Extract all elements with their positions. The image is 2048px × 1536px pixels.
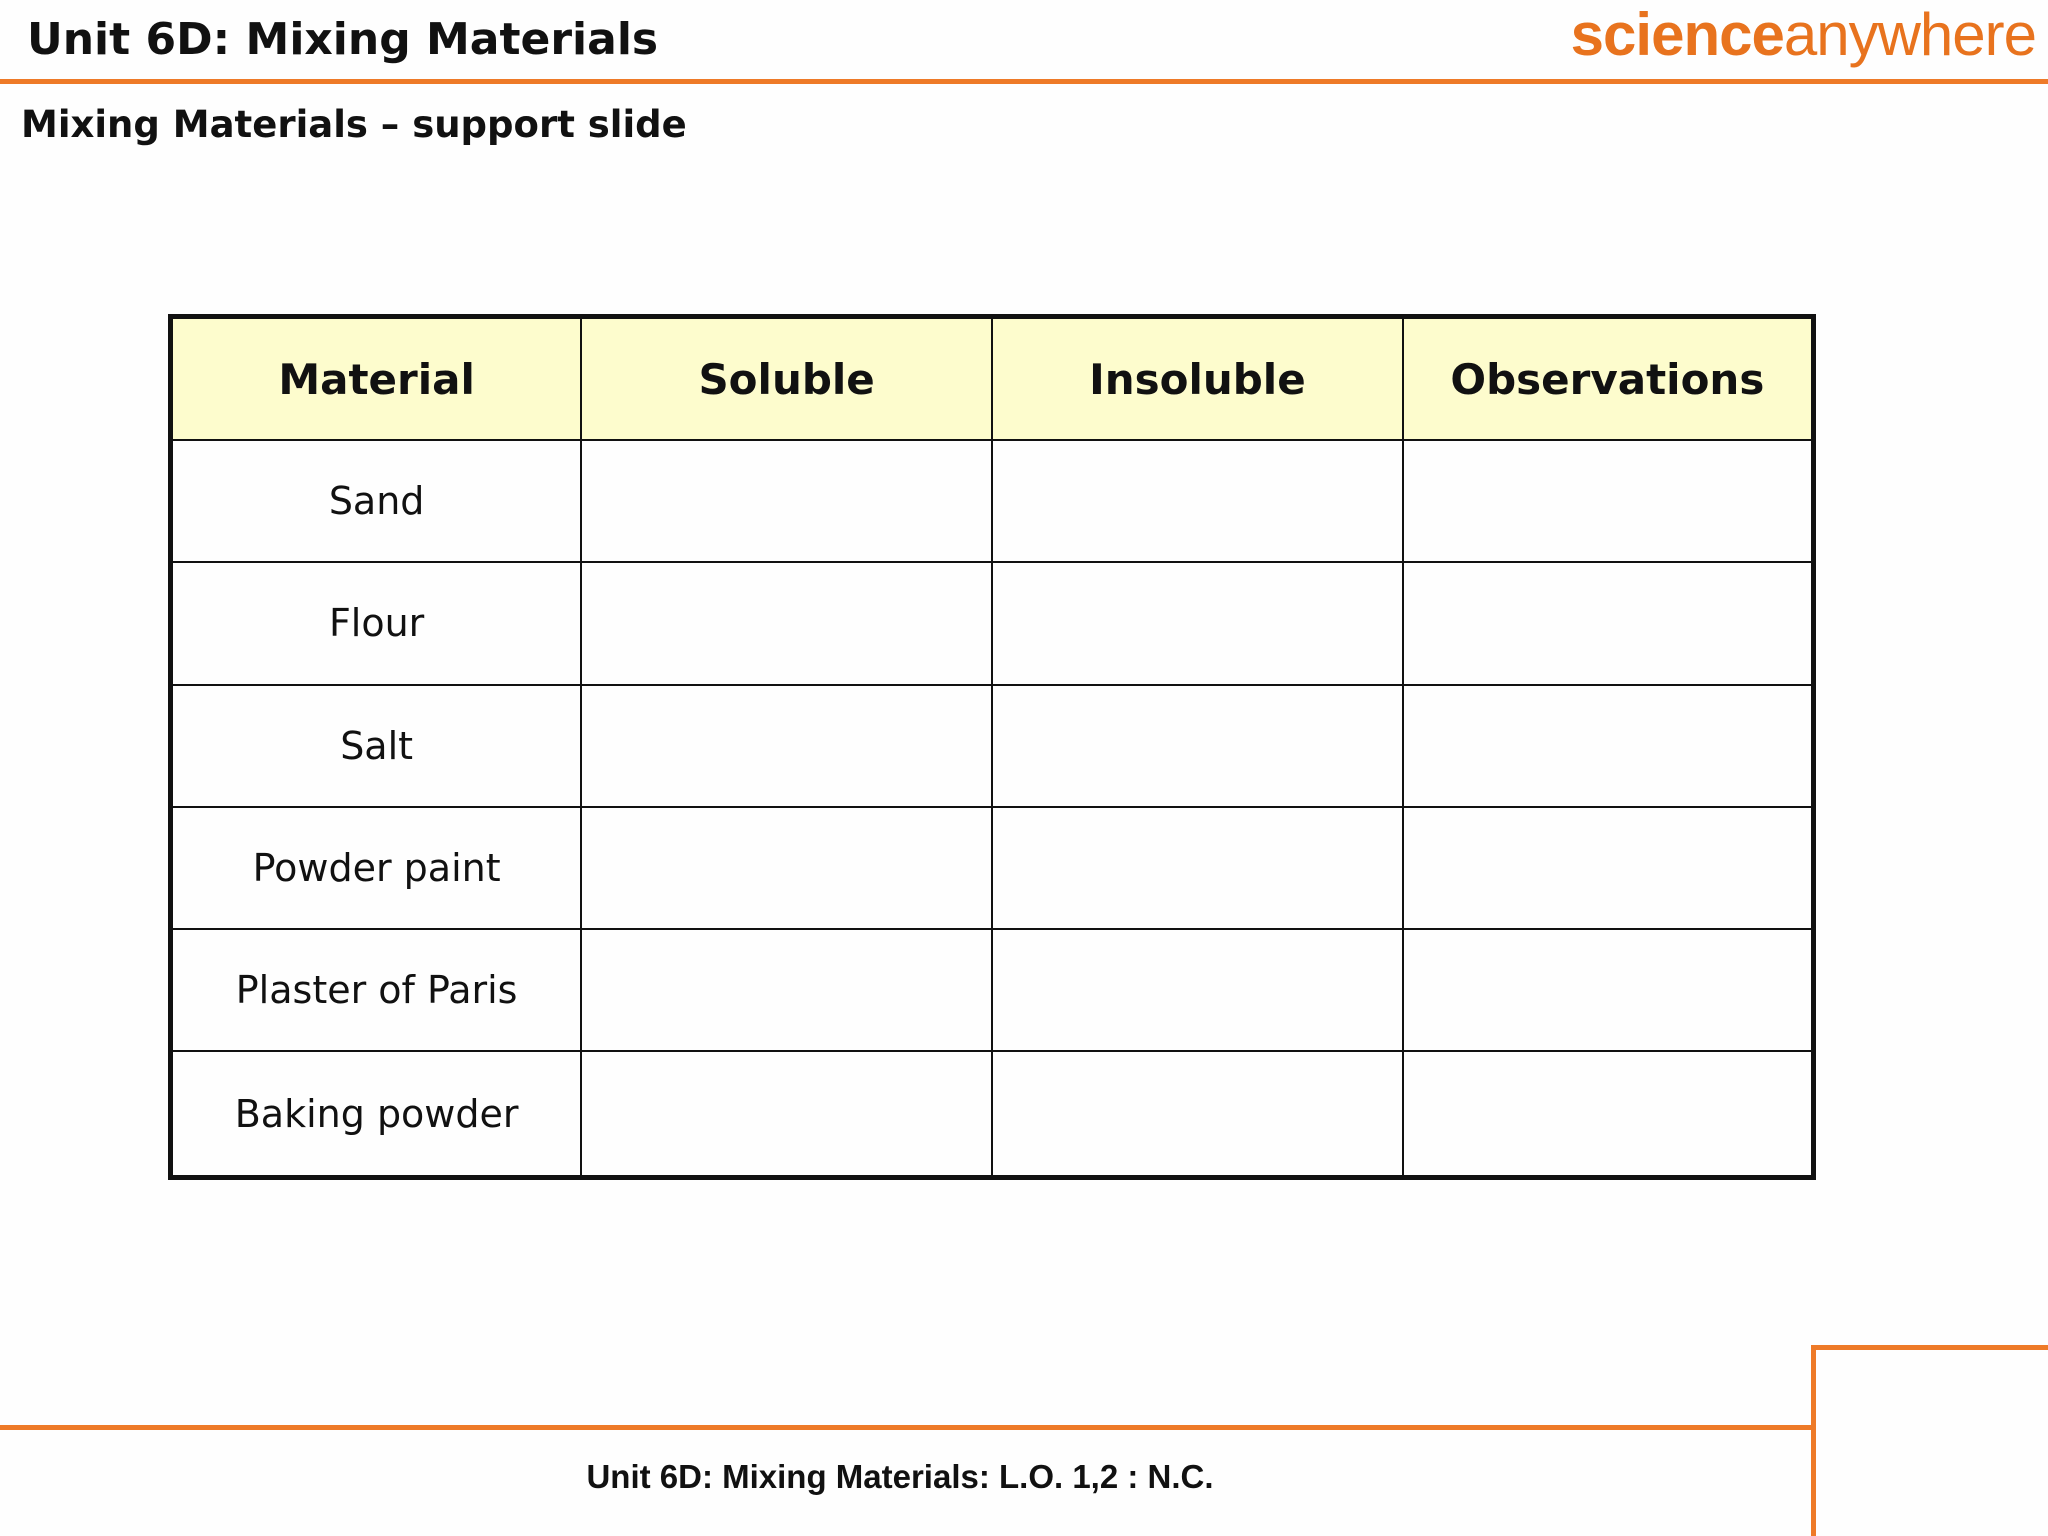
insoluble-cell (992, 1051, 1403, 1177)
column-header-insoluble: Insoluble (992, 317, 1403, 441)
table-row (171, 562, 1814, 684)
table-row (171, 807, 1814, 929)
observations-cell (1403, 440, 1814, 562)
brand-logo (1571, 0, 2036, 69)
material-cell: Flour (171, 562, 582, 684)
footer-reference: Unit 6D: Mixing Materials: L.O. 1,2 : N.C. (586, 1458, 1214, 1495)
observations-cell (1403, 929, 1814, 1051)
material-cell: Baking powder (171, 1051, 582, 1177)
insoluble-cell (992, 685, 1403, 807)
soluble-cell (581, 807, 992, 929)
table-row (171, 929, 1814, 1051)
insoluble-cell (992, 929, 1403, 1051)
insoluble-cell (992, 807, 1403, 929)
soluble-cell (581, 562, 992, 684)
column-header-soluble: Soluble (581, 317, 992, 441)
insoluble-cell (992, 440, 1403, 562)
table-row (171, 440, 1814, 562)
brand-logo-part1: science (1570, 1, 1784, 68)
soluble-cell (581, 685, 992, 807)
unit-title: Unit 6D: Mixing Materials (27, 14, 659, 65)
observations-cell (1403, 1051, 1814, 1177)
table-header-row (171, 317, 1814, 441)
table-row (171, 1051, 1814, 1177)
observations-cell (1403, 562, 1814, 684)
soluble-cell (581, 1051, 992, 1177)
soluble-cell (581, 929, 992, 1051)
material-cell: Sand (171, 440, 582, 562)
brand-logo-part2: anywhere (1783, 1, 2036, 68)
observations-cell (1403, 807, 1814, 929)
table-row (171, 685, 1814, 807)
column-header-observations: Observations (1403, 317, 1814, 441)
material-cell: Salt (171, 685, 582, 807)
corner-frame-vertical (1811, 1345, 1816, 1536)
insoluble-cell (992, 562, 1403, 684)
material-cell: Plaster of Paris (171, 929, 582, 1051)
footer-divider (0, 1425, 1815, 1430)
column-header-material: Material (171, 317, 582, 441)
corner-frame-horizontal (1811, 1345, 2048, 1350)
soluble-cell (581, 440, 992, 562)
header-divider (0, 79, 2048, 84)
slide-subtitle: Mixing Materials – support slide (21, 103, 687, 146)
observations-cell (1403, 685, 1814, 807)
material-cell: Powder paint (171, 807, 582, 929)
materials-table (168, 314, 1816, 1180)
